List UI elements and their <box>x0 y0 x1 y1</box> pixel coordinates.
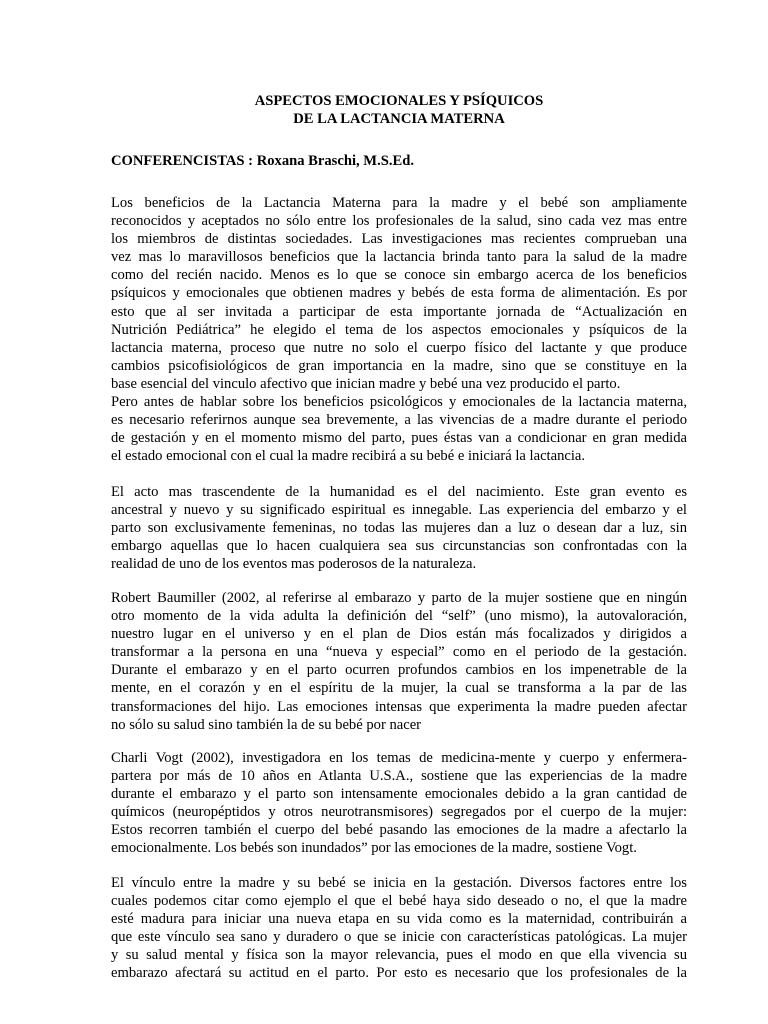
paragraph-line: el estado emocional con el cual la madre recibirá a su bebé e iniciará la lactancia. <box>111 448 586 465</box>
paragraph-line: no sólo su salud sino también la de su bebé por nacer <box>111 716 422 733</box>
paragraph-3 <box>111 589 687 734</box>
paragraph-line: otro momento de la vida adulta la definición del “self” (uno mismo), la autovaloración, <box>111 608 687 625</box>
paragraph-line: lactancia materna, proceso que nutre no solo el cuerpo físico del lactante y que produce <box>111 339 687 356</box>
paragraph-line: emocionalmente. Los bebés son inundados” por las emociones de la madre, sostiene Vogt. <box>111 840 637 857</box>
paragraph-5 <box>111 874 687 983</box>
paragraph-line: Robert Baumiller (2002, al referirse al embarazo y parto de la mujer sostiene que en ningún <box>111 590 687 606</box>
paragraph-line: esté madura para iniciar una nueva etapa en su vida como es la maternidad, contribuirán a <box>111 911 687 928</box>
paragraph-line: reconocidos y aceptados no sólo entre los profesionales de la salud, sino cada vez mas entre <box>111 213 687 230</box>
paragraph-line: embarazo afectará su actitud en el parto. Por esto es necesario que los profesionales de la <box>111 965 687 982</box>
paragraph-line: nuestro lugar en el universo y en el plan de Dios están más focalizados y dirigidos a <box>111 626 687 643</box>
paragraph-line: y su salud mental y física son la mayor relevancia, pues el modo en que ella vivencia su <box>111 947 687 964</box>
paragraph-line: transformaciones del hijo. Las emociones intensas que experimenta la madre pueden afectar <box>111 698 687 715</box>
paragraph-line: durante el embarazo y el parto son intensamente emocionales debido a la gran cantidad de <box>111 786 687 803</box>
paragraph-line: cambios psicofisiológicos de gran importancia en la madre, sino que se constituye en la <box>111 357 687 374</box>
paragraph-line: es necesario referirnos aunque sea brevemente, a las vivencias de a madre durante el periodo <box>111 412 687 429</box>
paragraph-line: cuales podemos citar como ejemplo el que el bebé haya sido deseado o no, el que la madre <box>111 893 687 910</box>
paragraph-line: parto son exclusivamente femeninas, no todas las mujeres dan a luz o desean dar a luz, sin <box>111 520 687 537</box>
document-title-line-2: DE LA LACTANCIA MATERNA <box>293 111 505 127</box>
paragraph-2 <box>111 483 687 573</box>
paragraph-1 <box>111 194 687 465</box>
paragraph-line: ancestral y nuevo y su significado espiritual es innegable. Las experiencia del embarzo y el <box>111 502 687 519</box>
paragraph-line: El vínculo entre la madre y su bebé se inicia en la gestación. Diversos factores entre los <box>111 875 687 891</box>
document-title-line-1: ASPECTOS EMOCIONALES Y PSÍQUICOS <box>254 93 544 109</box>
speakers-line: CONFERENCISTAS : Roxana Braschi, M.S.Ed. <box>111 153 414 169</box>
paragraph-line: vez mas lo maravillosos beneficios que la lactancia brinda tanto para la salud de la madre <box>111 249 687 266</box>
paragraph-line: realidad de uno de los eventos mas poderosos de la naturaleza. <box>111 556 477 573</box>
paragraph-line: químicos (neuropéptidos y otros neurotransmisores) segregados por el cuerpo de la mujer: <box>111 804 687 821</box>
paragraph-line: Estos recorren también el cuerpo del bebé pasando las emociones de la madre a afectarlo la <box>111 822 687 839</box>
paragraph-line: Charli Vogt (2002), investigadora en los temas de medicina-mente y cuerpo y enfermera- <box>111 750 687 766</box>
paragraph-line: Los beneficios de la Lactancia Materna para la madre y el bebé son ampliamente <box>111 195 687 211</box>
paragraph-line: los miembros de distintas sociedades. Las investigaciones mas recientes comprueban una <box>111 231 687 248</box>
paragraph-line: partera por más de 10 años en Atlanta U.S.A., sostiene que las experiencias de la madre <box>111 768 687 785</box>
paragraph-4 <box>111 749 687 858</box>
paragraph-line: Nutrición Pediátrica” he elegido el tema de los aspectos emocionales y psíquicos de la <box>111 321 687 338</box>
paragraph-line: de gestación y en el momento mismo del parto, pues éstas van a condicionar en gran medida <box>111 430 687 447</box>
paragraph-line: embargo aquellas que lo hacen cualquiera sea sus circunstancias son confrontadas con la <box>111 538 687 555</box>
paragraph-line: El acto mas trascendente de la humanidad es el del nacimiento. Este gran evento es <box>111 484 687 500</box>
paragraph-line: base esencial del vinculo afectivo que inician madre y bebé una vez producido el parto. <box>111 375 621 392</box>
paragraph-line: psíquicos y emocionales que obtienen madres y bebés de esta forma de alimentación. Es por <box>111 285 687 302</box>
paragraph-line: que este vínculo sea sano y duradero o que se inicie con características patológicas. La mujer <box>111 929 687 946</box>
paragraph-line: Pero antes de hablar sobre los beneficios psicológicos y emocionales de la lactancia materna, <box>111 394 687 411</box>
paragraph-line: esto que al ser invitada a participar de esta importante jornada de “Actualización en <box>111 303 687 320</box>
paragraph-line: mente, en el corazón y en el espíritu de la mujer, la cual se transforma a la par de las <box>111 680 687 697</box>
paragraph-line: Durante el embarazo y en el parto ocurren profundos cambios en los impenetrable de la <box>111 662 687 679</box>
paragraph-line: transformar a la persona en una “nueva y especial” como en el periodo de la gestación. <box>111 644 687 661</box>
paragraph-line: como del recién nacido. Menos es lo que se conoce sin embargo acerca de los beneficios <box>111 267 687 284</box>
